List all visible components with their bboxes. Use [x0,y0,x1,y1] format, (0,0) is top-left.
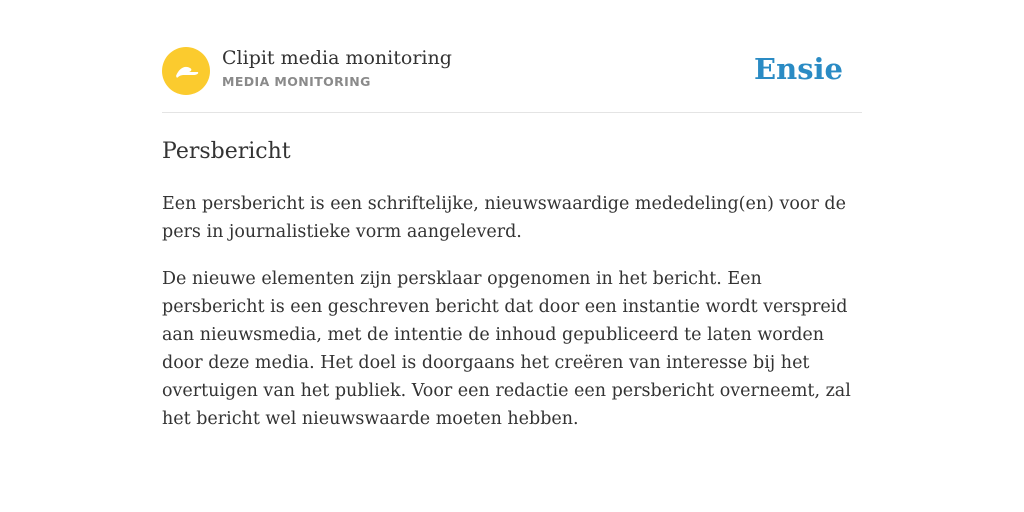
page-title: Persbericht [162,139,291,164]
paragraph: Een persbericht is een schriftelijke, nieuwswaardige mededeling(en) voor de pers in journalistieke vorm aangeleverd. [162,194,846,242]
brand-name[interactable]: Clipit media monitoring [222,47,452,69]
brand-logo[interactable] [162,47,210,95]
paragraph: De nieuwe elementen zijn persklaar opgenomen in het bericht. Een persbericht is een geschreven bericht dat door een instantie wordt verspreid aan nieuwsmedia, met de intentie de inhoud gepubliceerd te laten worden door deze media. Het doel is doorgaans het creëren van interesse bij het overtuigen van het publiek. Voor een redactie een persbericht overneemt, zal het bericht wel nieuwswaarde moeten hebben. [162,269,851,429]
header [162,0,862,113]
site-logo[interactable]: Ensie [754,52,843,86]
content-container [162,0,862,429]
brand-subtitle: MEDIA MONITORING [222,74,371,89]
chat-bubble-icon [162,47,210,95]
